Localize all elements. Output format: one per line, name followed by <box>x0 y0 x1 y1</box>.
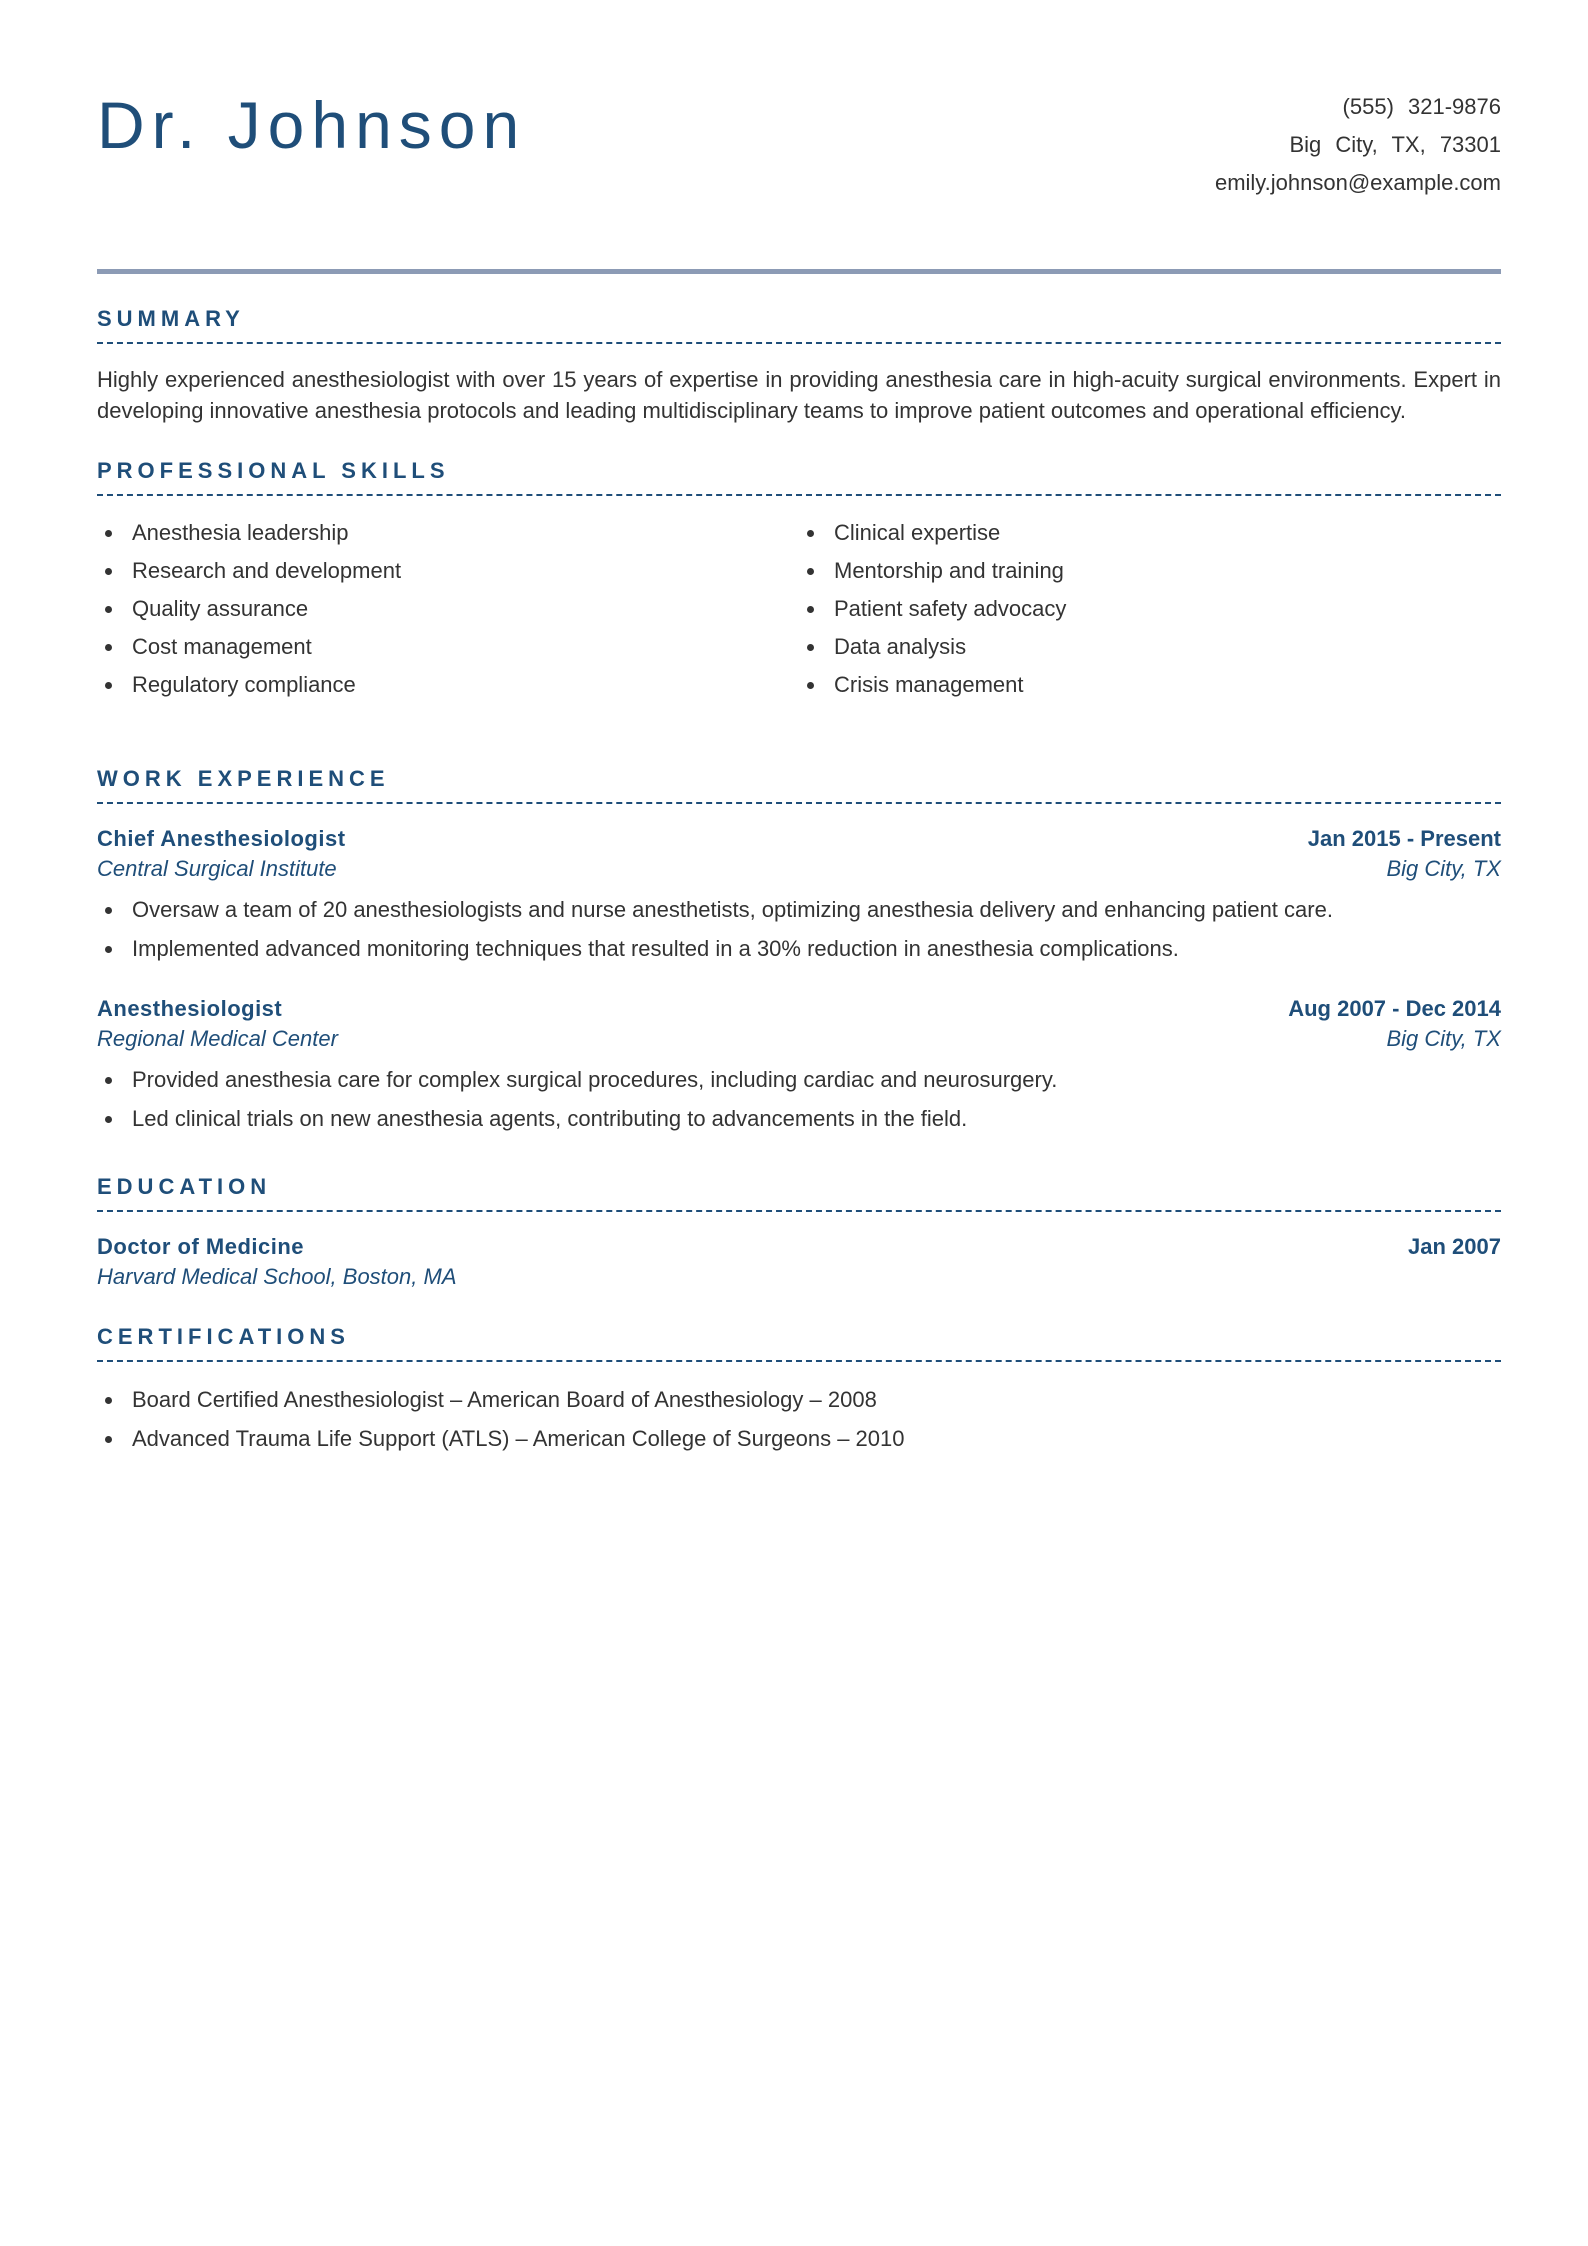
education-date: Jan 2007 <box>1408 1234 1501 1259</box>
skill-item: Anesthesia leadership <box>97 514 799 552</box>
education-header-row <box>97 1234 1501 1260</box>
resume-header <box>97 0 1501 272</box>
candidate-name: Dr. Johnson <box>97 88 527 162</box>
job-organization: Regional Medical Center <box>97 1026 338 1051</box>
skills-section <box>97 458 1501 704</box>
summary-section <box>97 306 1501 426</box>
job-title: Chief Anesthesiologist <box>97 826 346 851</box>
phone-number: (555) 321-9876 <box>1342 94 1501 119</box>
job-header-row <box>97 996 1501 1022</box>
certification-item: Board Certified Anesthesiologist – American Board of Anesthesiology – 2008 <box>97 1380 1501 1419</box>
email-address[interactable]: emily.johnson@example.com <box>1214 170 1501 195</box>
skill-item: Cost management <box>97 628 799 666</box>
job-header-row <box>97 826 1501 852</box>
skill-item: Mentorship and training <box>799 552 1501 590</box>
certification-item: Advanced Trauma Life Support (ATLS) – American College of Surgeons – 2010 <box>97 1419 1501 1458</box>
skill-item: Research and development <box>97 552 799 590</box>
skills-left-column <box>97 514 799 704</box>
address: Big City, TX, 73301 <box>1289 132 1501 157</box>
skill-item: Quality assurance <box>97 590 799 628</box>
certifications-heading: CERTIFICATIONS <box>97 1324 1501 1362</box>
skills-right-column <box>799 514 1501 704</box>
job-bullet: Led clinical trials on new anesthesia agents, contributing to advancements in the field. <box>97 1099 1501 1138</box>
job-org-row <box>97 856 1501 882</box>
job-entry <box>97 996 1501 1138</box>
skill-item: Regulatory compliance <box>97 666 799 704</box>
job-entry <box>97 826 1501 968</box>
job-bullet: Provided anesthesia care for complex surgical procedures, including cardiac and neurosurgery. <box>97 1060 1501 1099</box>
contact-info <box>1215 88 1501 202</box>
job-dates: Aug 2007 - Dec 2014 <box>1288 996 1501 1021</box>
header-divider <box>97 269 1501 274</box>
job-title: Anesthesiologist <box>97 996 283 1021</box>
job-org-row <box>97 1026 1501 1052</box>
job-bullets <box>97 1060 1501 1138</box>
job-bullets <box>97 890 1501 968</box>
job-bullet: Implemented advanced monitoring techniques that resulted in a 30% reduction in anesthesia complications. <box>97 929 1501 968</box>
education-section <box>97 1174 1501 1290</box>
job-location: Big City, TX <box>1386 1026 1501 1051</box>
skills-heading: PROFESSIONAL SKILLS <box>97 458 1501 496</box>
job-bullet: Oversaw a team of 20 anesthesiologists and nurse anesthetists, optimizing anesthesia delivery and enhancing patient care. <box>97 890 1501 929</box>
education-entry <box>97 1234 1501 1290</box>
skill-item: Patient safety advocacy <box>799 590 1501 628</box>
skill-item: Clinical expertise <box>799 514 1501 552</box>
certifications-list <box>97 1380 1501 1458</box>
skill-item: Data analysis <box>799 628 1501 666</box>
resume-page <box>97 0 1501 1458</box>
summary-heading: SUMMARY <box>97 306 1501 344</box>
job-dates: Jan 2015 - Present <box>1307 826 1501 851</box>
skills-columns <box>97 514 1501 704</box>
certifications-section <box>97 1324 1501 1458</box>
job-organization: Central Surgical Institute <box>97 856 337 881</box>
job-location: Big City, TX <box>1386 856 1501 881</box>
skill-item: Crisis management <box>799 666 1501 704</box>
experience-section <box>97 766 1501 1138</box>
experience-heading: WORK EXPERIENCE <box>97 766 1501 804</box>
summary-text: Highly experienced anesthesiologist with over 15 years of expertise in providing anesthesia care in high-acuity surgical environments. Expert in developing innovative anesthesia protocols and leading multidisciplinary teams to improve patient outcomes and operational efficiency. <box>97 367 1501 423</box>
education-heading: EDUCATION <box>97 1174 1501 1212</box>
school: Harvard Medical School, Boston, MA <box>97 1264 457 1289</box>
degree: Doctor of Medicine <box>97 1234 305 1259</box>
